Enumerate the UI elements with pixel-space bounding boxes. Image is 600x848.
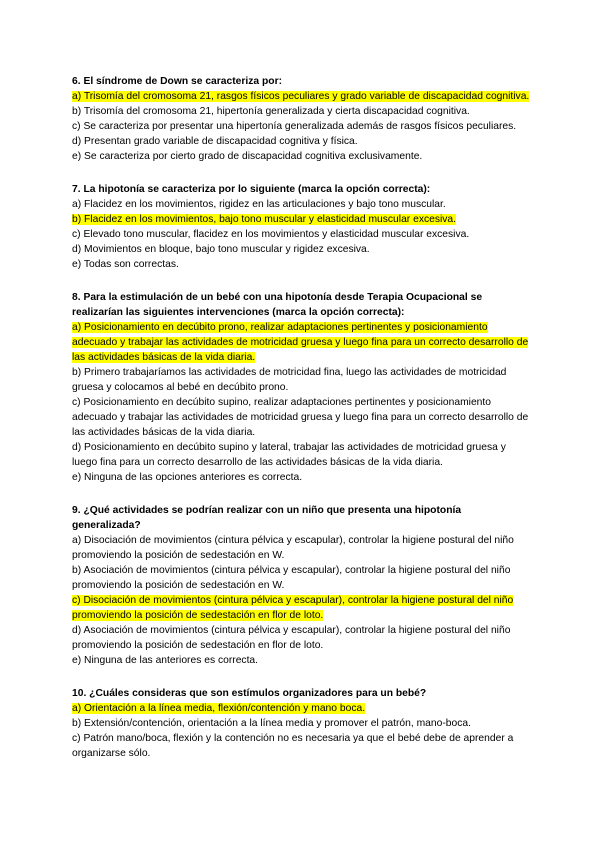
answer-option-e: e) Ninguna de las opciones anteriores es correcta.	[72, 472, 303, 483]
answer-option-c: c) Elevado tono muscular, flacidez en los movimientos y elasticidad muscular excesiva.	[72, 229, 470, 240]
question-title: 9. ¿Qué actividades se podrían realizar con un niño que presenta una hipotonía generalizada?	[72, 505, 462, 531]
answer-option-c	[72, 593, 532, 623]
answer-option-e: e) Ninguna de las anteriores es correcta.	[72, 655, 259, 666]
answer-option-d: d) Posicionamiento en decúbito supino y lateral, trabajar las actividades de motricidad gruesa y luego fina para un correcto desarrollo de las actividades básicas de la vida diaria.	[72, 442, 506, 468]
answer-option-a: a) Disociación de movimientos (cintura pélvica y escapular), controlar la higiene postural del niño promoviendo la posición de sedestación en W.	[72, 535, 514, 561]
answer-option-e: e) Se caracteriza por cierto grado de discapacidad cognitiva exclusivamente.	[72, 151, 423, 162]
question-8	[72, 290, 532, 485]
highlighted-answer: a) Posicionamiento en decúbito prono, realizar adaptaciones pertinentes y posicionamiento adecuado y trabajar las actividades de motricidad gruesa y luego fina para un correcto desarrollo de las actividades básicas de la vida diaria.	[72, 322, 529, 363]
highlighted-answer: a) Trisomía del cromosoma 21, rasgos físicos peculiares y grado variable de discapacidad cognitiva.	[72, 91, 530, 102]
answer-option-a	[72, 701, 532, 716]
answer-option-d: d) Movimientos en bloque, bajo tono muscular y rigidez excesiva.	[72, 244, 370, 255]
question-6	[72, 74, 532, 164]
question-7	[72, 182, 532, 272]
answer-option-a	[72, 320, 532, 365]
question-title: 8. Para la estimulación de un bebé con una hipotonía desde Terapia Ocupacional se realizarían las siguientes intervenciones (marca la opción correcta):	[72, 292, 483, 318]
question-10	[72, 686, 532, 761]
answer-option-b	[72, 212, 532, 227]
question-title: 6. El síndrome de Down se caracteriza por:	[72, 76, 283, 87]
answer-option-c: c) Se caracteriza por presentar una hipertonía generalizada además de rasgos físicos peculiares.	[72, 121, 517, 132]
answer-option-e: e) Todas son correctas.	[72, 259, 179, 270]
answer-option-d: d) Presentan grado variable de discapacidad cognitiva y física.	[72, 136, 358, 147]
answer-option-a	[72, 89, 532, 104]
question-title: 7. La hipotonía se caracteriza por lo siguiente (marca la opción correcta):	[72, 184, 431, 195]
answer-option-b: b) Trisomía del cromosoma 21, hipertonía generalizada y cierta discapacidad cognitiva.	[72, 106, 470, 117]
question-title: 10. ¿Cuáles consideras que son estímulos organizadores para un bebé?	[72, 688, 427, 699]
question-9	[72, 503, 532, 668]
answer-option-c: c) Patrón mano/boca, flexión y la contención no es necesaria ya que el bebé debe de aprender a organizarse sólo.	[72, 733, 514, 759]
answer-option-b: b) Asociación de movimientos (cintura pélvica y escapular), controlar la higiene postural del niño promoviendo la posición de sedestación en W.	[72, 565, 511, 591]
answer-option-a: a) Flacidez en los movimientos, rigidez en las articulaciones y bajo tono muscular.	[72, 199, 446, 210]
document-page	[72, 74, 532, 779]
answer-option-c: c) Posicionamiento en decúbito supino, realizar adaptaciones pertinentes y posicionamiento adecuado y trabajar las actividades de motricidad gruesa y luego fina para un correcto desarrollo de las actividades básicas de la vida diaria.	[72, 397, 529, 438]
highlighted-answer: b) Flacidez en los movimientos, bajo tono muscular y elasticidad muscular excesiva.	[72, 214, 457, 225]
answer-option-b: b) Extensión/contención, orientación a la línea media y promover el patrón, mano-boca.	[72, 718, 471, 729]
answer-option-d: d) Asociación de movimientos (cintura pélvica y escapular), controlar la higiene postural del niño promoviendo la posición de sedestación en flor de loto.	[72, 625, 511, 651]
answer-option-b: b) Primero trabajaríamos las actividades de motricidad fina, luego las actividades de motricidad gruesa y colocamos al bebé en decúbito prono.	[72, 367, 507, 393]
highlighted-answer: a) Orientación a la línea media, flexión/contención y mano boca.	[72, 703, 366, 714]
highlighted-answer: c) Disociación de movimientos (cintura pélvica y escapular), controlar la higiene postural del niño promoviendo la posición de sedestación en flor de loto.	[72, 595, 514, 621]
